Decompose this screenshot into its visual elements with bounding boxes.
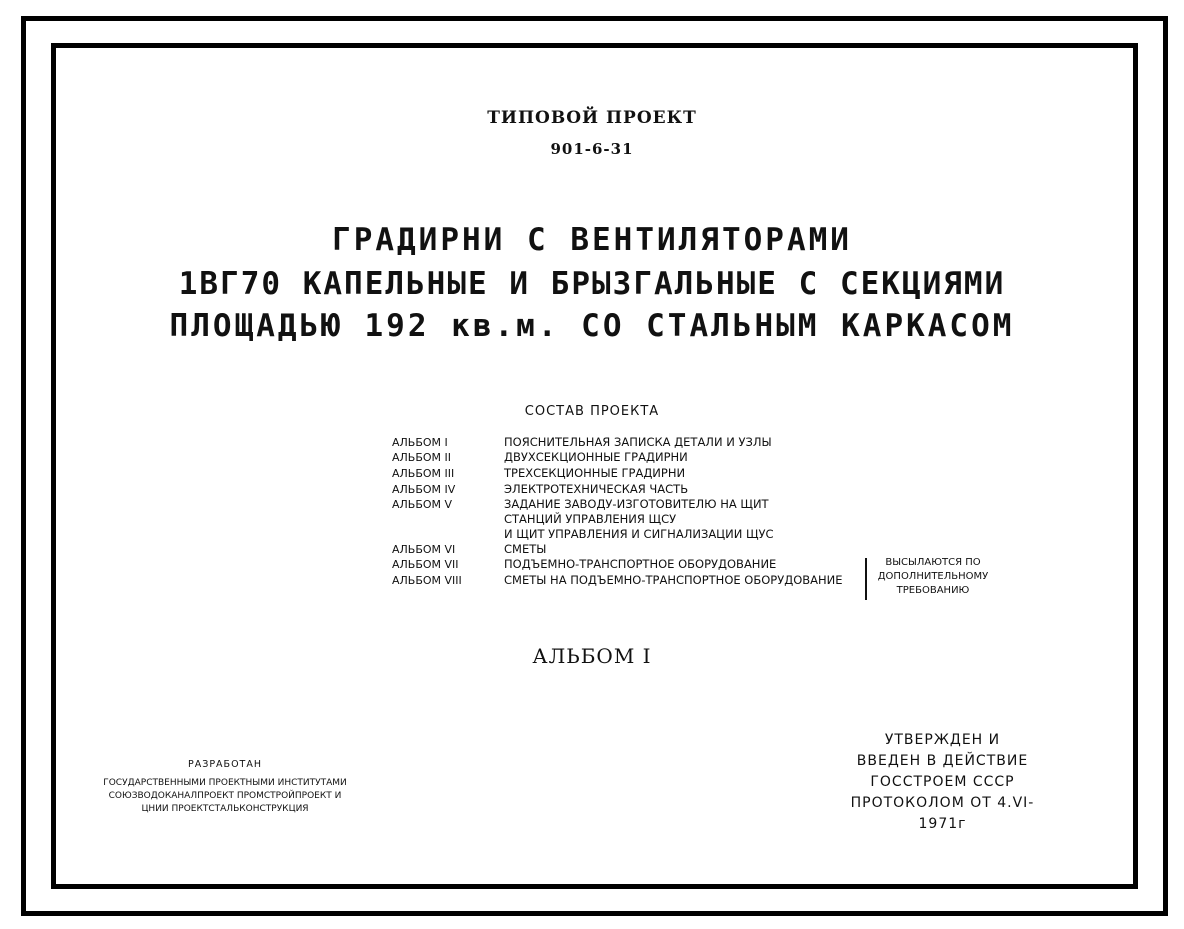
side-note-line: ВЫСЫЛАЮТСЯ ПО bbox=[885, 557, 981, 568]
approval-block bbox=[835, 730, 1050, 835]
composition-row bbox=[392, 557, 776, 571]
album-number: АЛЬБОМ I bbox=[392, 436, 448, 449]
album-description-continued: СТАНЦИЙ УПРАВЛЕНИЯ ЩСУ bbox=[504, 512, 677, 526]
composition-row bbox=[392, 435, 772, 449]
developer-line: ЦНИИ ПРОЕКТСТАЛЬКОНСТРУКЦИЯ bbox=[141, 804, 309, 814]
album-number: АЛЬБОМ V bbox=[392, 498, 453, 511]
composition-row bbox=[392, 450, 688, 464]
album-description: ДВУХСЕКЦИОННЫЕ ГРАДИРНИ bbox=[504, 450, 688, 464]
album-number: АЛЬБОМ VIII bbox=[392, 574, 462, 587]
side-note bbox=[873, 556, 993, 598]
approval-line: ВВЕДЕН В ДЕЙСТВИЕ bbox=[856, 753, 1029, 769]
title-line-1: ГРАДИРНИ С ВЕНТИЛЯТОРАМИ bbox=[332, 222, 852, 258]
album-description-continued: И ЩИТ УПРАВЛЕНИЯ И СИГНАЛИЗАЦИИ ЩУС bbox=[504, 527, 774, 541]
project-type-label: ТИПОВОЙ ПРОЕКТ bbox=[487, 108, 697, 128]
title-line-3: ПЛОЩАДЬЮ 192 кв.м. СО СТАЛЬНЫМ КАРКАСОМ bbox=[169, 308, 1015, 344]
side-note-line: ТРЕБОВАНИЮ bbox=[896, 585, 970, 596]
album-number: АЛЬБОМ III bbox=[392, 467, 455, 480]
approval-line: ГОССТРОЕМ СССР bbox=[870, 774, 1015, 790]
composition-heading: СОСТАВ ПРОЕКТА bbox=[524, 404, 660, 419]
album-number: АЛЬБОМ II bbox=[392, 451, 452, 464]
side-note-line: ДОПОЛНИТЕЛЬНОМУ bbox=[877, 571, 989, 582]
album-number: АЛЬБОМ IV bbox=[392, 483, 456, 496]
album-description: ЭЛЕКТРОТЕХНИЧЕСКАЯ ЧАСТЬ bbox=[504, 482, 689, 496]
composition-row bbox=[392, 573, 843, 587]
project-code: 901-6-31 bbox=[550, 140, 634, 158]
developer-line: ГОСУДАРСТВЕННЫМИ ПРОЕКТНЫМИ ИНСТИТУТАМИ bbox=[103, 778, 347, 788]
title-line-2: 1ВГ70 КАПЕЛЬНЫЕ И БРЫЗГАЛЬНЫЕ С СЕКЦИЯМИ bbox=[178, 266, 1006, 302]
album-description: СМЕТЫ bbox=[504, 542, 547, 556]
album-label: АЛЬБОМ I bbox=[532, 644, 652, 668]
album-description: ПОДЪЕМНО-ТРАНСПОРТНОЕ ОБОРУДОВАНИЕ bbox=[504, 557, 777, 571]
album-description: СМЕТЫ НА ПОДЪЕМНО-ТРАНСПОРТНОЕ ОБОРУДОВАНИЕ bbox=[504, 573, 843, 587]
developer-heading: РАЗРАБОТАН bbox=[188, 759, 262, 770]
composition-row bbox=[392, 497, 769, 511]
bracket-line bbox=[865, 558, 867, 600]
composition-row bbox=[392, 466, 685, 480]
album-description: ПОЯСНИТЕЛЬНАЯ ЗАПИСКА ДЕТАЛИ И УЗЛЫ bbox=[504, 435, 772, 449]
album-description: ЗАДАНИЕ ЗАВОДУ-ИЗГОТОВИТЕЛЮ НА ЩИТ bbox=[504, 497, 769, 511]
album-number: АЛЬБОМ VII bbox=[392, 558, 459, 571]
developer-line: СОЮЗВОДОКАНАЛПРОЕКТ ПРОМСТРОЙПРОЕКТ И bbox=[108, 791, 342, 801]
album-description: ТРЕХСЕКЦИОННЫЕ ГРАДИРНИ bbox=[504, 466, 686, 480]
composition-row bbox=[392, 542, 546, 556]
approval-line: ПРОТОКОЛОМ ОТ 4.VI-1971г bbox=[850, 795, 1035, 832]
composition-row bbox=[392, 482, 688, 496]
developer-block bbox=[100, 758, 350, 816]
approval-line: УТВЕРЖДЕН И bbox=[884, 732, 1001, 748]
album-number: АЛЬБОМ VI bbox=[392, 543, 456, 556]
